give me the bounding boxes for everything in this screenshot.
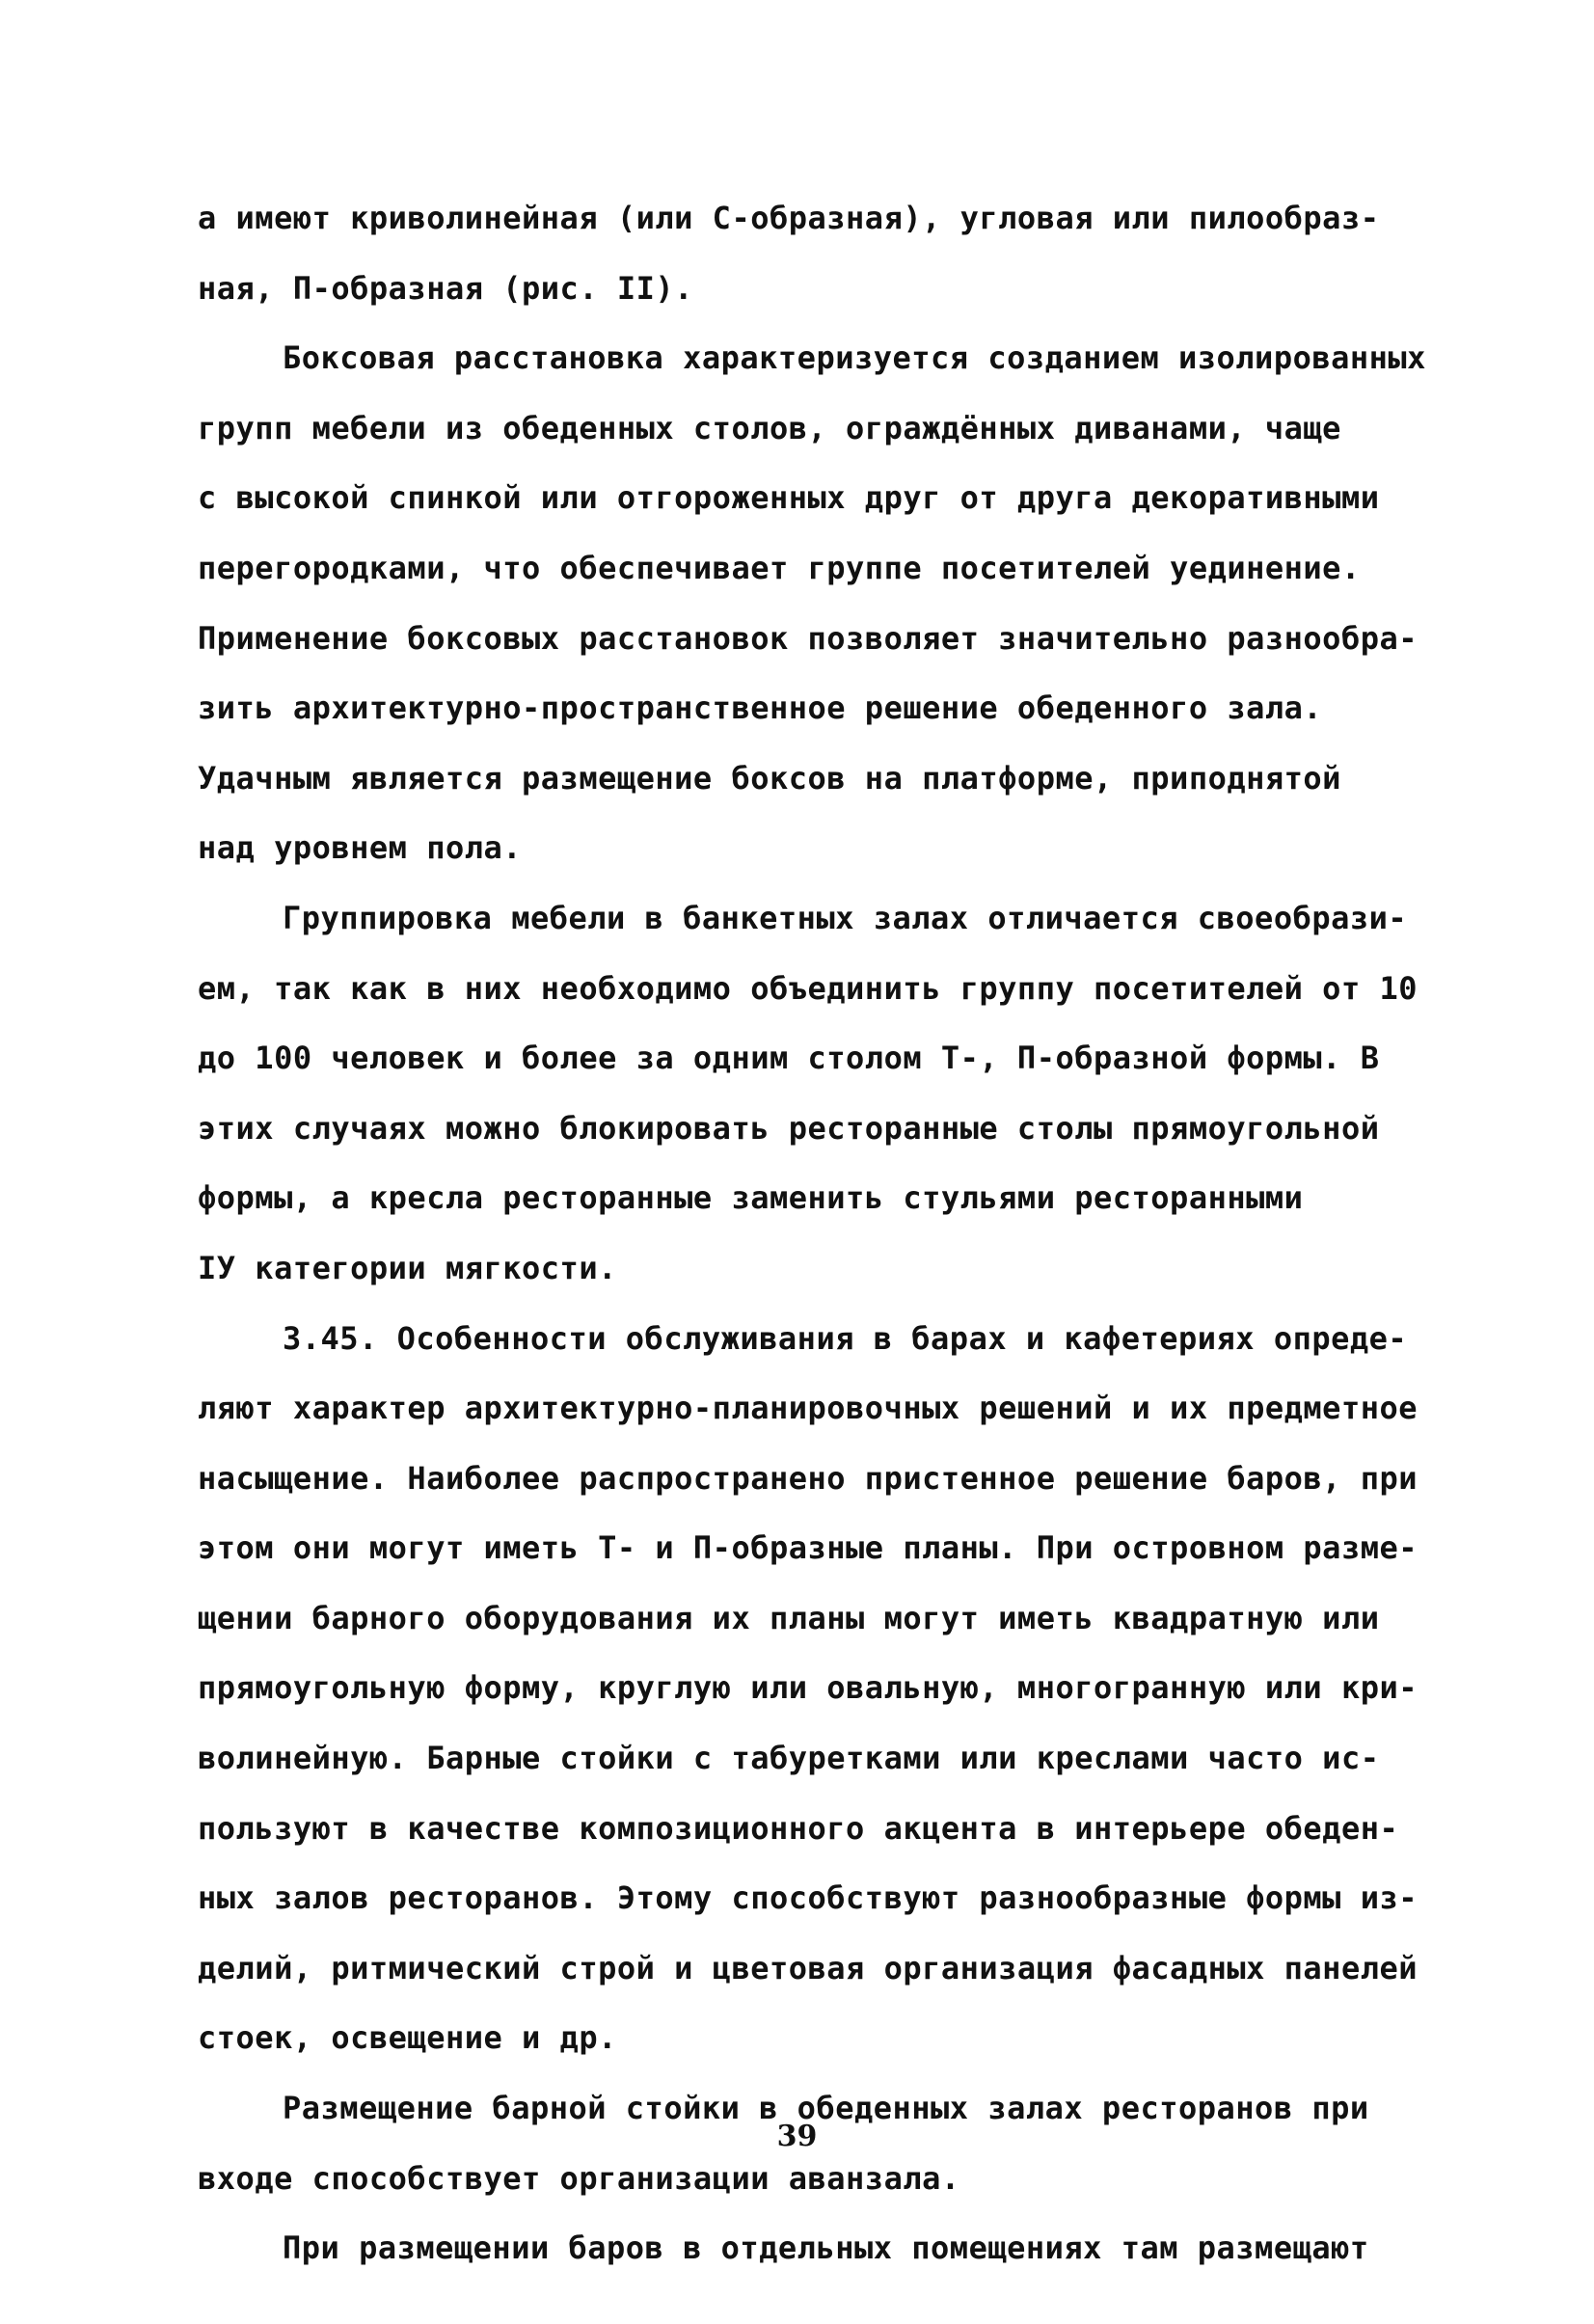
text-line: групп мебели из обеденных столов, ограждённых диванами, чаще: [198, 409, 1341, 446]
text-line: стоек, освещение и др.: [198, 2019, 617, 2057]
text-line: зить архитектурно-пространственное решение обеденного зала.: [198, 689, 1323, 727]
text-line: пользуют в качестве композиционного акцента в интерьере обеден-: [198, 1809, 1399, 1847]
text-line: с высокой спинкой или отгороженных друг от друга декоративными: [198, 479, 1380, 517]
text-line: волинейную. Барные стойки с табуретками или креслами часто ис-: [198, 1740, 1380, 1777]
text-line: этих случаях можно блокировать ресторанные столы прямоугольной: [198, 1109, 1380, 1147]
text-line: перегородками, что обеспечивает группе посетителей уединение.: [198, 549, 1361, 586]
text-line: ляют характер архитектурно-планировочных решений и их предметное: [198, 1390, 1418, 1427]
text-line: этом они могут иметь Т- и П-образные планы. При островном разме-: [198, 1529, 1418, 1567]
page-number: 39: [776, 2120, 818, 2153]
paragraph-start-line: Группировка мебели в банкетных залах отличается своеобрази-: [283, 899, 1408, 936]
body-text: [198, 183, 1451, 2283]
text-line: насыщение. Наиболее распространено пристенное решение баров, при: [198, 1459, 1418, 1497]
text-line: ных залов ресторанов. Этому способствуют разнообразные формы из-: [198, 1879, 1418, 1917]
text-line: формы, а кресла ресторанные заменить стульями ресторанными: [198, 1179, 1304, 1217]
text-line: делий, ритмический строй и цветовая организация фасадных панелей: [198, 1949, 1418, 1986]
paragraph-start-line: 3.45. Особенности обслуживания в барах и кафетериях опреде-: [283, 1319, 1408, 1357]
text-line: а имеют криволинейная (или С-образная), угловая или пилообраз-: [198, 200, 1380, 236]
text-line: ная, П-образная (рис. II).: [198, 269, 693, 307]
paragraph-start-line: Боксовая расстановка характеризуется созданием изолированных: [283, 339, 1426, 377]
text-line: над уровнем пола.: [198, 829, 523, 867]
paragraph-start-line: При размещении баров в отдельных помещениях там размещают: [283, 2229, 1369, 2267]
text-line: ем, так как в них необходимо объединить группу посетителей от 10: [198, 969, 1418, 1007]
text-line: Применение боксовых расстановок позволяет значительно разнообра-: [198, 619, 1418, 657]
text-line: IУ категории мягкости.: [198, 1249, 617, 1286]
text-line: до 100 человек и более за одним столом Т-, П-образной формы. В: [198, 1040, 1380, 1077]
text-line: входе способствует организации аванзала.: [198, 2159, 960, 2197]
text-line: Удачным является размещение боксов на платформе, приподнятой: [198, 759, 1341, 797]
text-line: щении барного оборудования их планы могут иметь квадратную или: [198, 1599, 1380, 1636]
paragraph-start-line: Размещение барной стойки в обеденных залах ресторанов при: [283, 2090, 1369, 2127]
text-line: прямоугольную форму, круглую или овальную, многогранную или кри-: [198, 1669, 1418, 1707]
